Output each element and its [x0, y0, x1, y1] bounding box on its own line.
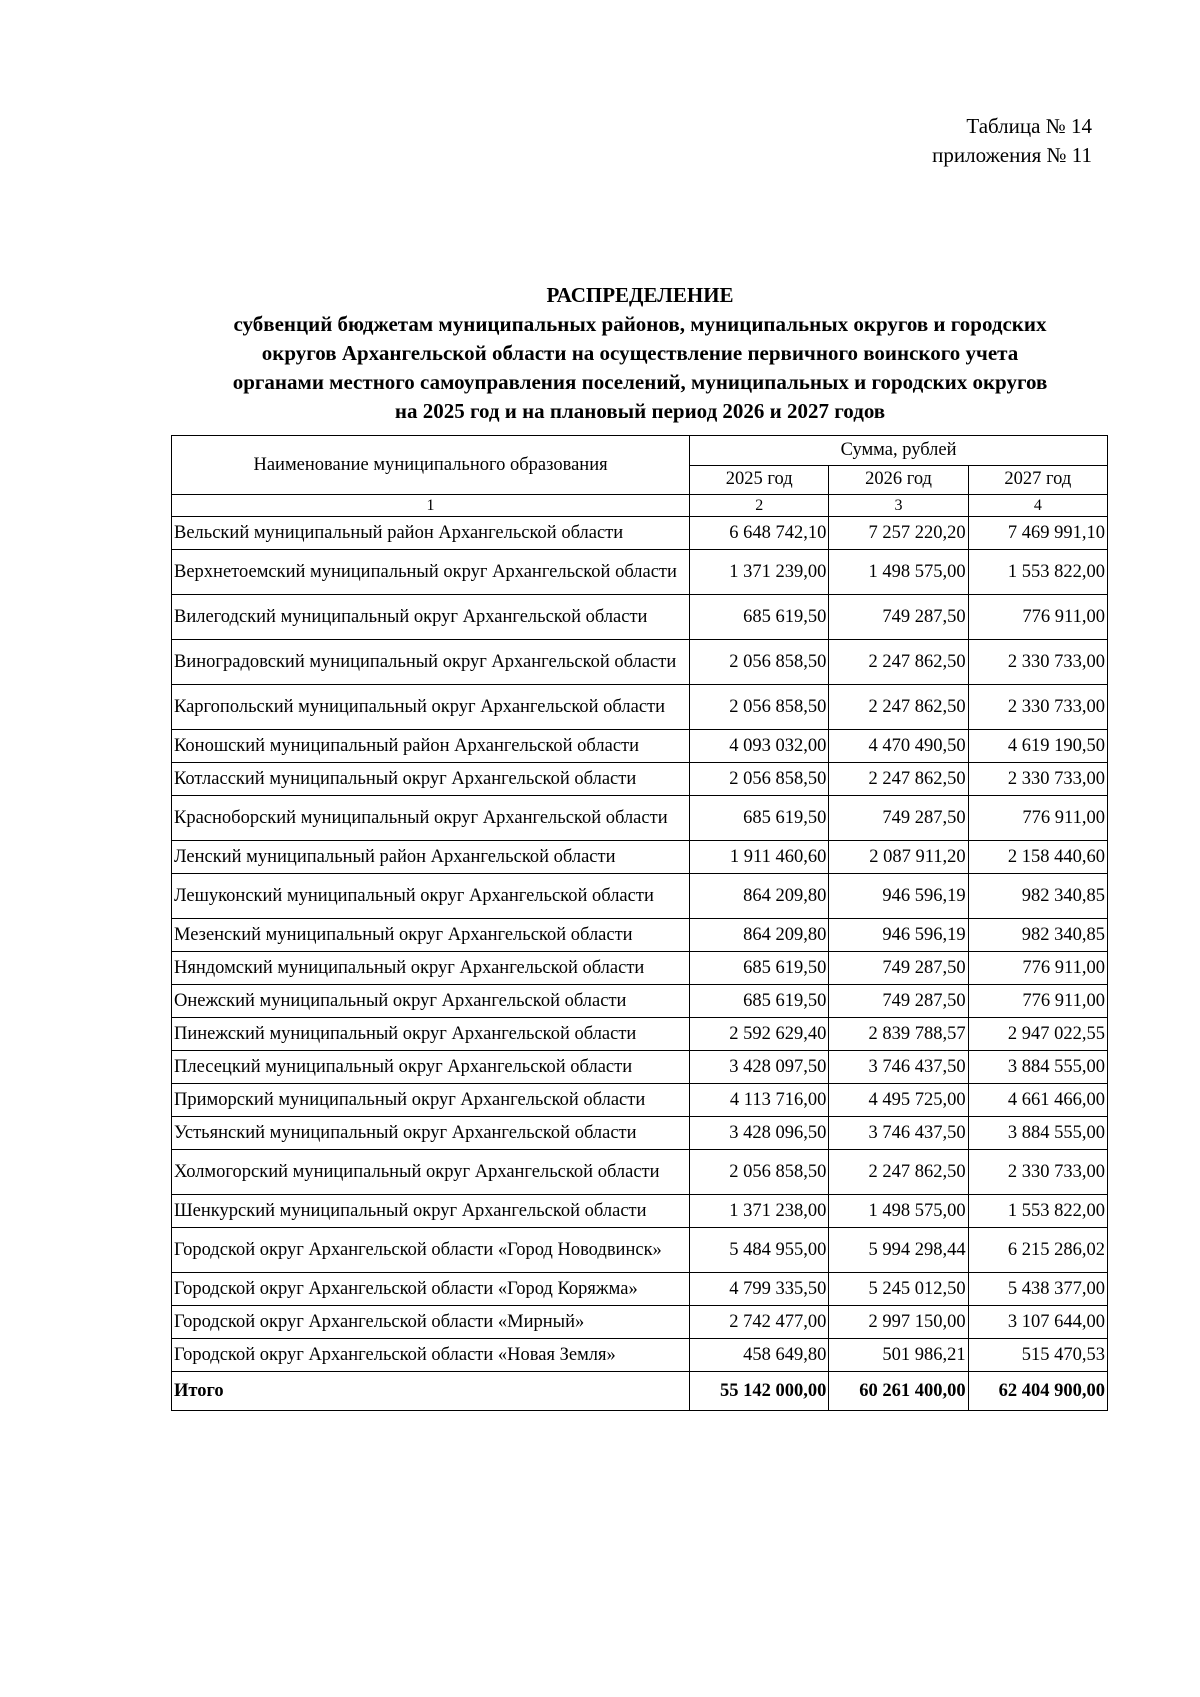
- row-value-2027: 2 330 733,00: [968, 763, 1107, 796]
- row-value-2027: 982 340,85: [968, 919, 1107, 952]
- row-name: Городской округ Архангельской области «Город Новодвинск»: [172, 1228, 690, 1273]
- header-sum: Сумма, рублей: [690, 436, 1108, 466]
- row-value-2026: 3 746 437,50: [829, 1117, 968, 1150]
- row-value-2025: 864 209,80: [690, 919, 829, 952]
- row-name: Няндомский муниципальный округ Архангельской области: [172, 952, 690, 985]
- total-label: Итого: [172, 1372, 690, 1411]
- table-row: [172, 1084, 1108, 1117]
- row-name: Верхнетоемский муниципальный округ Архангельской области: [172, 550, 690, 595]
- table-row: [172, 595, 1108, 640]
- row-value-2026: 749 287,50: [829, 985, 968, 1018]
- row-value-2025: 685 619,50: [690, 595, 829, 640]
- table-row: [172, 1150, 1108, 1195]
- subvention-table: [171, 435, 1108, 1411]
- row-value-2027: 982 340,85: [968, 874, 1107, 919]
- title-main: РАСПРЕДЕЛЕНИЕ: [546, 283, 734, 307]
- row-value-2027: 3 107 644,00: [968, 1306, 1107, 1339]
- column-index: 1: [172, 495, 690, 517]
- row-value-2025: 864 209,80: [690, 874, 829, 919]
- table-row: [172, 1339, 1108, 1372]
- column-index: 4: [968, 495, 1107, 517]
- table-row: [172, 763, 1108, 796]
- row-name: Шенкурский муниципальный округ Архангельской области: [172, 1195, 690, 1228]
- row-value-2027: 2 330 733,00: [968, 640, 1107, 685]
- row-value-2025: 5 484 955,00: [690, 1228, 829, 1273]
- row-name: Пинежский муниципальный округ Архангельской области: [172, 1018, 690, 1051]
- table-reference: [932, 112, 1092, 170]
- column-index: 2: [690, 495, 829, 517]
- header-year-2027: 2027 год: [968, 465, 1107, 495]
- row-name: Плесецкий муниципальный округ Архангельской области: [172, 1051, 690, 1084]
- header-year-2025: 2025 год: [690, 465, 829, 495]
- row-value-2026: 4 470 490,50: [829, 730, 968, 763]
- row-value-2025: 458 649,80: [690, 1339, 829, 1372]
- row-value-2027: 2 158 440,60: [968, 841, 1107, 874]
- title-sub-4: на 2025 год и на плановый период 2026 и 2027 годов: [394, 399, 886, 423]
- row-value-2025: 685 619,50: [690, 796, 829, 841]
- row-value-2026: 946 596,19: [829, 874, 968, 919]
- row-value-2027: 4 619 190,50: [968, 730, 1107, 763]
- row-value-2026: 2 247 862,50: [829, 1150, 968, 1195]
- total-row: [172, 1372, 1108, 1411]
- row-value-2025: 4 093 032,00: [690, 730, 829, 763]
- table-row: [172, 919, 1108, 952]
- row-value-2025: 1 371 239,00: [690, 550, 829, 595]
- row-name: Приморский муниципальный округ Архангельской области: [172, 1084, 690, 1117]
- row-value-2025: 2 056 858,50: [690, 1150, 829, 1195]
- table-row: [172, 685, 1108, 730]
- row-value-2025: 685 619,50: [690, 985, 829, 1018]
- row-value-2025: 685 619,50: [690, 952, 829, 985]
- row-value-2026: 2 247 862,50: [829, 640, 968, 685]
- total-value-2027: 62 404 900,00: [968, 1372, 1107, 1411]
- row-value-2026: 749 287,50: [829, 952, 968, 985]
- row-name: Ленский муниципальный район Архангельской области: [172, 841, 690, 874]
- row-name: Вельский муниципальный район Архангельской области: [172, 517, 690, 550]
- row-value-2027: 4 661 466,00: [968, 1084, 1107, 1117]
- row-value-2025: 2 742 477,00: [690, 1306, 829, 1339]
- row-name: Лешуконский муниципальный округ Архангельской области: [172, 874, 690, 919]
- table-row: [172, 1306, 1108, 1339]
- table-row: [172, 640, 1108, 685]
- row-value-2025: 6 648 742,10: [690, 517, 829, 550]
- table-row: [172, 841, 1108, 874]
- row-value-2026: 749 287,50: [829, 796, 968, 841]
- row-name: Котласский муниципальный округ Архангельской области: [172, 763, 690, 796]
- row-value-2027: 515 470,53: [968, 1339, 1107, 1372]
- row-value-2026: 4 495 725,00: [829, 1084, 968, 1117]
- row-name: Холмогорский муниципальный округ Архангельской области: [172, 1150, 690, 1195]
- row-value-2027: 776 911,00: [968, 985, 1107, 1018]
- row-name: Виноградовский муниципальный округ Архангельской области: [172, 640, 690, 685]
- table-row: [172, 1273, 1108, 1306]
- row-value-2026: 5 994 298,44: [829, 1228, 968, 1273]
- table-row: [172, 985, 1108, 1018]
- row-value-2026: 3 746 437,50: [829, 1051, 968, 1084]
- row-value-2026: 2 997 150,00: [829, 1306, 968, 1339]
- row-value-2025: 4 113 716,00: [690, 1084, 829, 1117]
- row-value-2025: 1 911 460,60: [690, 841, 829, 874]
- table-row: [172, 796, 1108, 841]
- table-row: [172, 874, 1108, 919]
- row-value-2027: 776 911,00: [968, 796, 1107, 841]
- total-value-2025: 55 142 000,00: [690, 1372, 829, 1411]
- row-value-2027: 776 911,00: [968, 952, 1107, 985]
- table-row: [172, 550, 1108, 595]
- row-value-2027: 2 330 733,00: [968, 685, 1107, 730]
- row-value-2025: 2 592 629,40: [690, 1018, 829, 1051]
- row-name: Красноборский муниципальный округ Архангельской области: [172, 796, 690, 841]
- row-value-2027: 6 215 286,02: [968, 1228, 1107, 1273]
- title-sub-1: субвенций бюджетам муниципальных районов, муниципальных округов и городских: [233, 312, 1047, 336]
- row-value-2027: 3 884 555,00: [968, 1051, 1107, 1084]
- column-index: 3: [829, 495, 968, 517]
- header-name: Наименование муниципального образования: [172, 436, 690, 495]
- row-name: Городской округ Архангельской области «Мирный»: [172, 1306, 690, 1339]
- row-value-2025: 4 799 335,50: [690, 1273, 829, 1306]
- row-value-2026: 2 247 862,50: [829, 763, 968, 796]
- row-name: Вилегодский муниципальный округ Архангельской области: [172, 595, 690, 640]
- table-row: [172, 1018, 1108, 1051]
- document-title: [160, 281, 1120, 426]
- row-value-2027: 776 911,00: [968, 595, 1107, 640]
- row-value-2025: 1 371 238,00: [690, 1195, 829, 1228]
- table-row: [172, 952, 1108, 985]
- row-value-2025: 3 428 097,50: [690, 1051, 829, 1084]
- header-year-2026: 2026 год: [829, 465, 968, 495]
- row-value-2026: 2 247 862,50: [829, 685, 968, 730]
- row-value-2026: 5 245 012,50: [829, 1273, 968, 1306]
- row-value-2026: 501 986,21: [829, 1339, 968, 1372]
- row-value-2026: 2 087 911,20: [829, 841, 968, 874]
- title-sub-3: органами местного самоуправления поселений, муниципальных и городских округов: [232, 370, 1048, 394]
- row-value-2026: 2 839 788,57: [829, 1018, 968, 1051]
- row-name: Онежский муниципальный округ Архангельской области: [172, 985, 690, 1018]
- row-name: Устьянский муниципальный округ Архангельской области: [172, 1117, 690, 1150]
- row-value-2025: 2 056 858,50: [690, 640, 829, 685]
- row-value-2025: 3 428 096,50: [690, 1117, 829, 1150]
- table-row: [172, 1117, 1108, 1150]
- total-value-2026: 60 261 400,00: [829, 1372, 968, 1411]
- row-name: Коношский муниципальный район Архангельской области: [172, 730, 690, 763]
- table-row: [172, 1051, 1108, 1084]
- row-value-2026: 1 498 575,00: [829, 1195, 968, 1228]
- row-value-2026: 749 287,50: [829, 595, 968, 640]
- row-name: Каргопольский муниципальный округ Архангельской области: [172, 685, 690, 730]
- row-value-2027: 1 553 822,00: [968, 1195, 1107, 1228]
- title-sub-2: округов Архангельской области на осуществление первичного воинского учета: [261, 341, 1019, 365]
- row-value-2027: 3 884 555,00: [968, 1117, 1107, 1150]
- row-value-2027: 5 438 377,00: [968, 1273, 1107, 1306]
- row-value-2025: 2 056 858,50: [690, 685, 829, 730]
- table-row: [172, 1195, 1108, 1228]
- row-name: Городской округ Архангельской области «Новая Земля»: [172, 1339, 690, 1372]
- table-row: [172, 517, 1108, 550]
- row-value-2027: 2 330 733,00: [968, 1150, 1107, 1195]
- row-name: Городской округ Архангельской области «Город Коряжма»: [172, 1273, 690, 1306]
- row-value-2026: 946 596,19: [829, 919, 968, 952]
- row-value-2027: 2 947 022,55: [968, 1018, 1107, 1051]
- row-value-2027: 1 553 822,00: [968, 550, 1107, 595]
- table-row: [172, 1228, 1108, 1273]
- row-value-2025: 2 056 858,50: [690, 763, 829, 796]
- table-row: [172, 730, 1108, 763]
- row-value-2027: 7 469 991,10: [968, 517, 1107, 550]
- row-value-2026: 7 257 220,20: [829, 517, 968, 550]
- table-number: Таблица № 14: [966, 114, 1092, 138]
- row-value-2026: 1 498 575,00: [829, 550, 968, 595]
- row-name: Мезенский муниципальный округ Архангельской области: [172, 919, 690, 952]
- appendix-number: приложения № 11: [932, 143, 1092, 167]
